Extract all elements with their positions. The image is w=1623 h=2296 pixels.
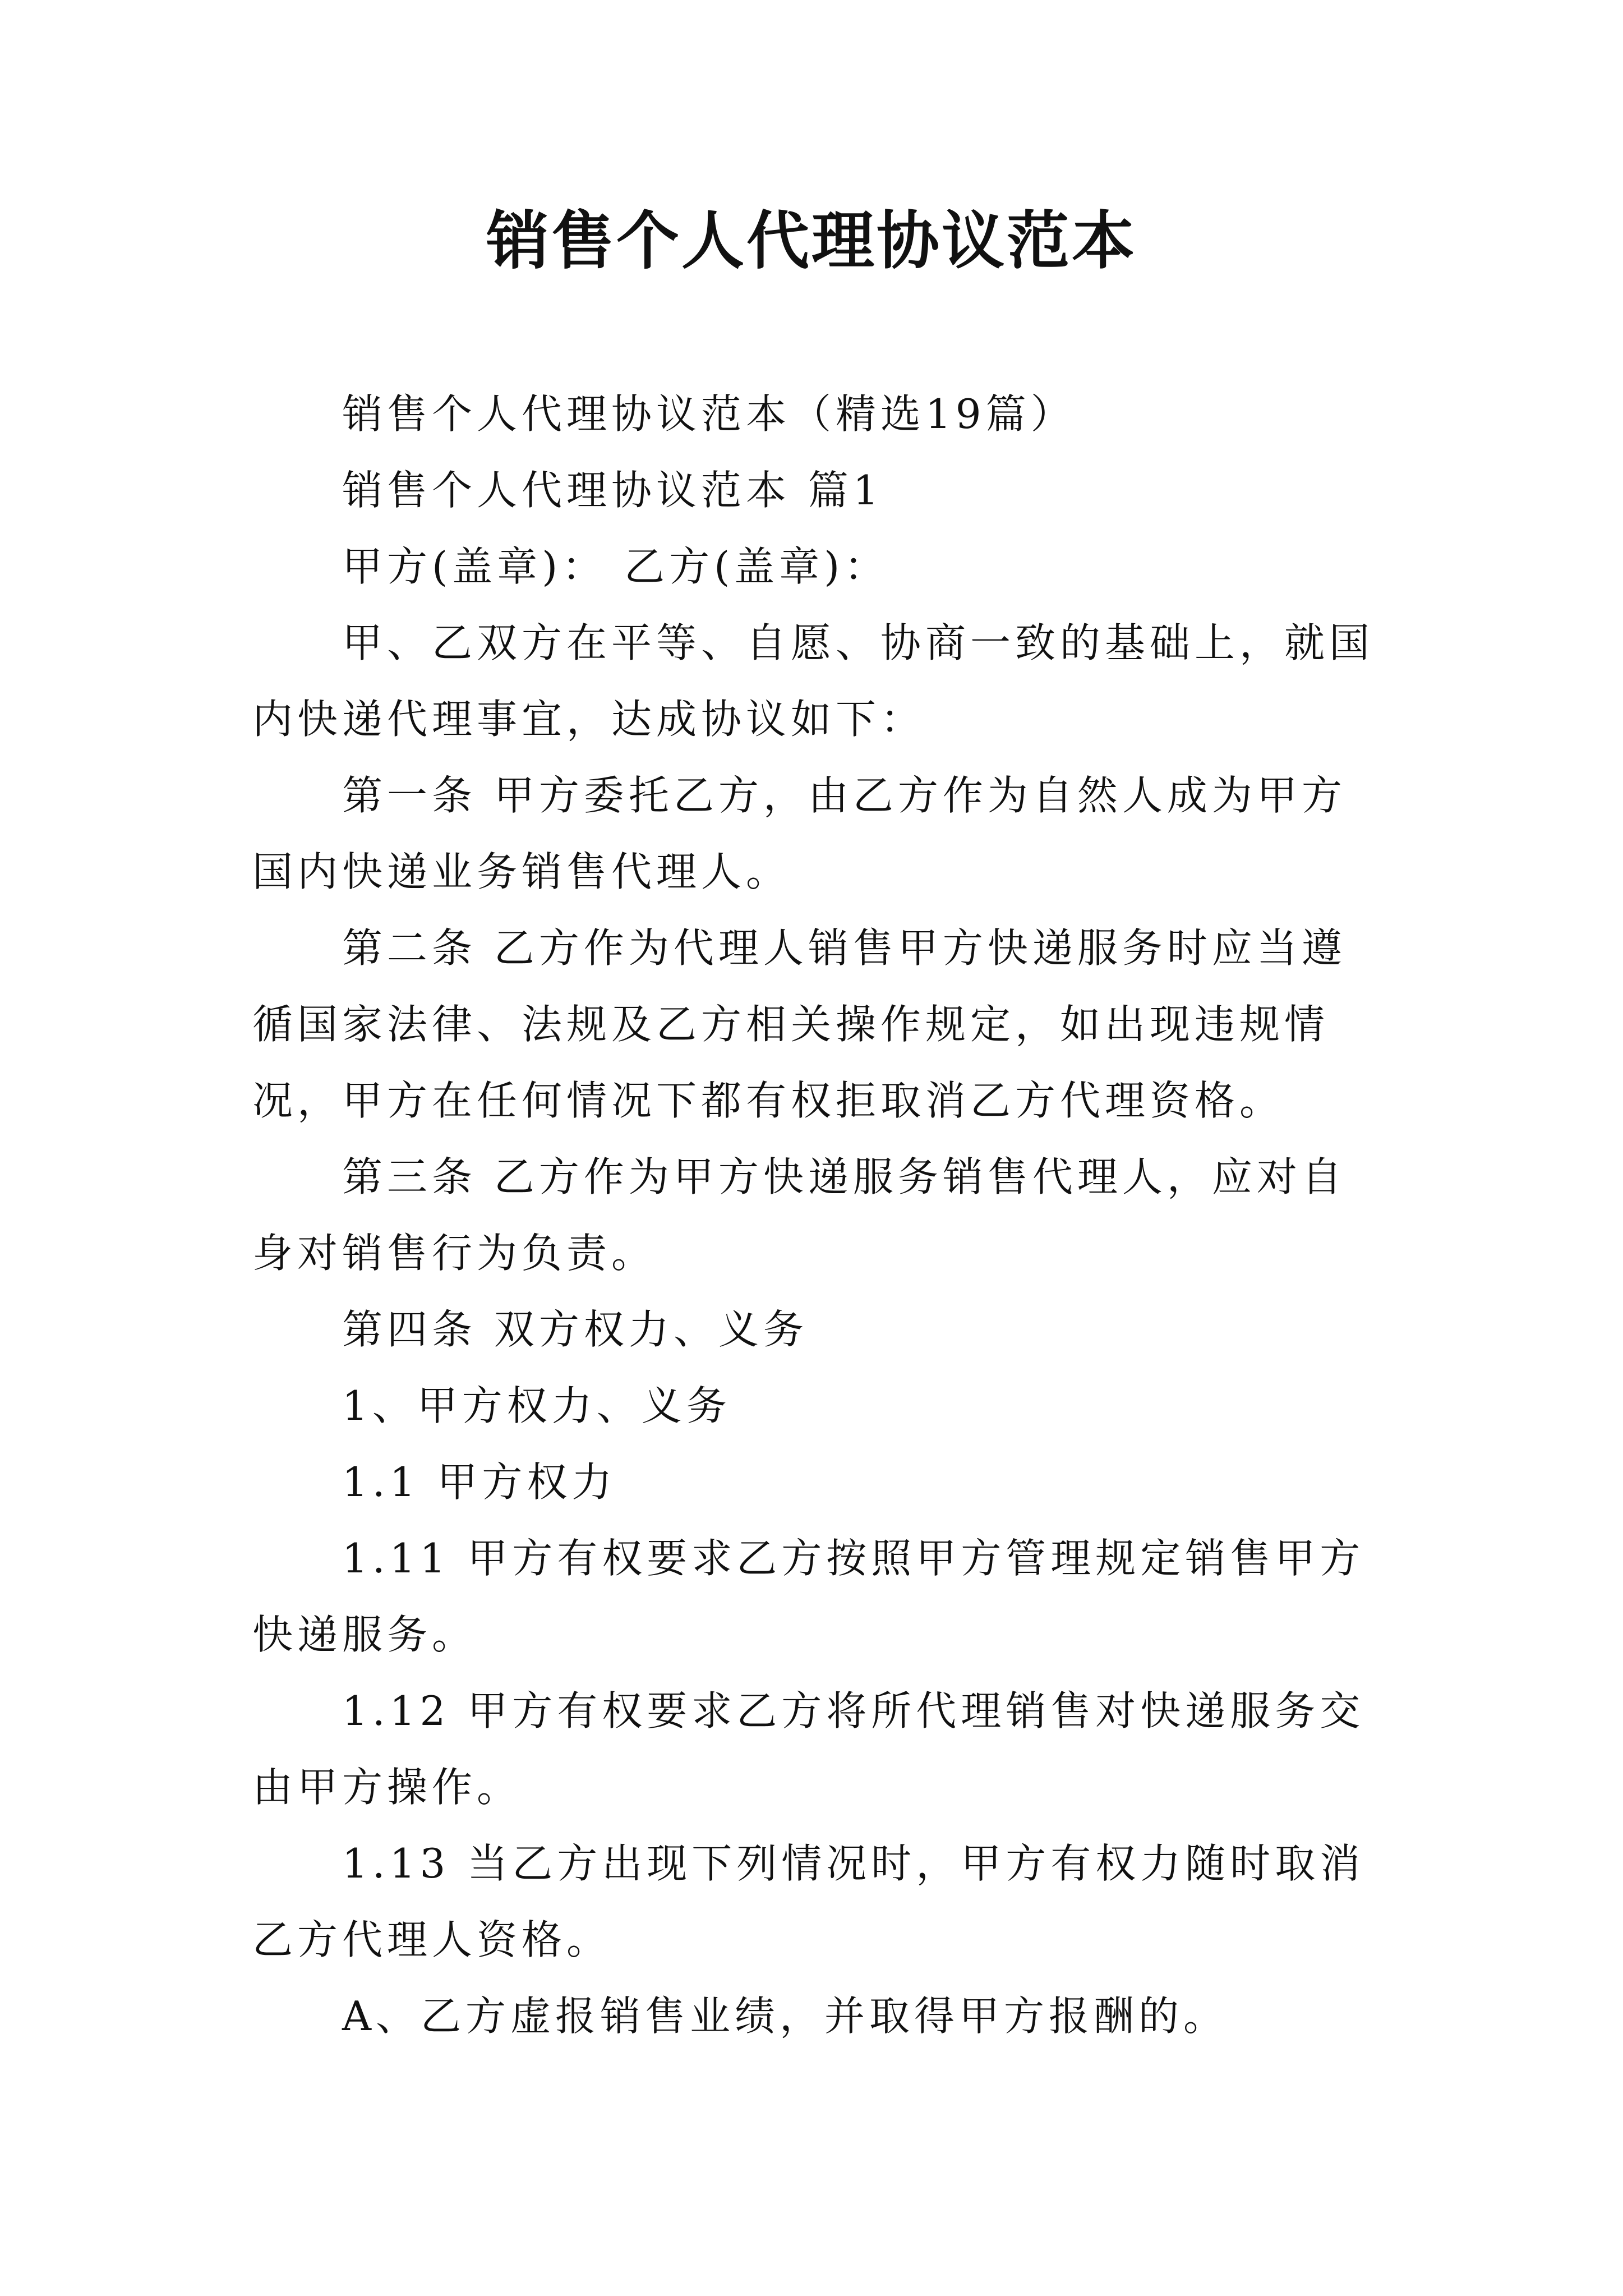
paragraph-clause-1-1: 1.1 甲方权力 bbox=[342, 1458, 617, 1506]
paragraph-item-a: A、乙方虚报销售业绩，并取得甲方报酬的。 bbox=[342, 1993, 1228, 2040]
paragraph-clause-1-11: 1.11 甲方有权要求乙方按照甲方管理规定销售甲方快递服务。 bbox=[252, 1535, 1365, 1658]
paragraph-clause-1-13: 1.13 当乙方出现下列情况时，甲方有权力随时取消乙方代理人资格。 bbox=[252, 1840, 1365, 1963]
paragraph-clause-1-12: 1.12 甲方有权要求乙方将所代理销售对快递服务交由甲方操作。 bbox=[252, 1687, 1365, 1811]
document-body bbox=[252, 376, 1385, 2054]
paragraph-section-heading: 销售个人代理协议范本 篇1 bbox=[342, 467, 883, 514]
paragraph-article-1: 第一条 甲方委托乙方，由乙方作为自然人成为甲方国内快递业务销售代理人。 bbox=[252, 772, 1347, 895]
paragraph-preamble: 甲、乙双方在平等、自愿、协商一致的基础上，就国内快递代理事宜，达成协议如下： bbox=[252, 619, 1375, 743]
document-title: 销售个人代理协议范本 bbox=[486, 204, 1137, 278]
paragraph-article-3: 第三条 乙方作为甲方快递服务销售代理人，应对自身对销售行为负责。 bbox=[252, 1153, 1347, 1277]
paragraph-article-4: 第四条 双方权力、义务 bbox=[342, 1306, 808, 1353]
paragraph-subtitle: 销售个人代理协议范本（精选19篇） bbox=[342, 390, 1076, 438]
paragraph-clause-1: 1、甲方权力、义务 bbox=[342, 1382, 731, 1429]
paragraph-article-2: 第二条 乙方作为代理人销售甲方快递服务时应当遵循国家法律、法规及乙方相关操作规定，如出现违规情况，甲方在任何情况下都有权拒取消乙方代理资格。 bbox=[252, 924, 1347, 1124]
paragraph-parties: 甲方(盖章)： 乙方(盖章)： bbox=[342, 543, 889, 590]
